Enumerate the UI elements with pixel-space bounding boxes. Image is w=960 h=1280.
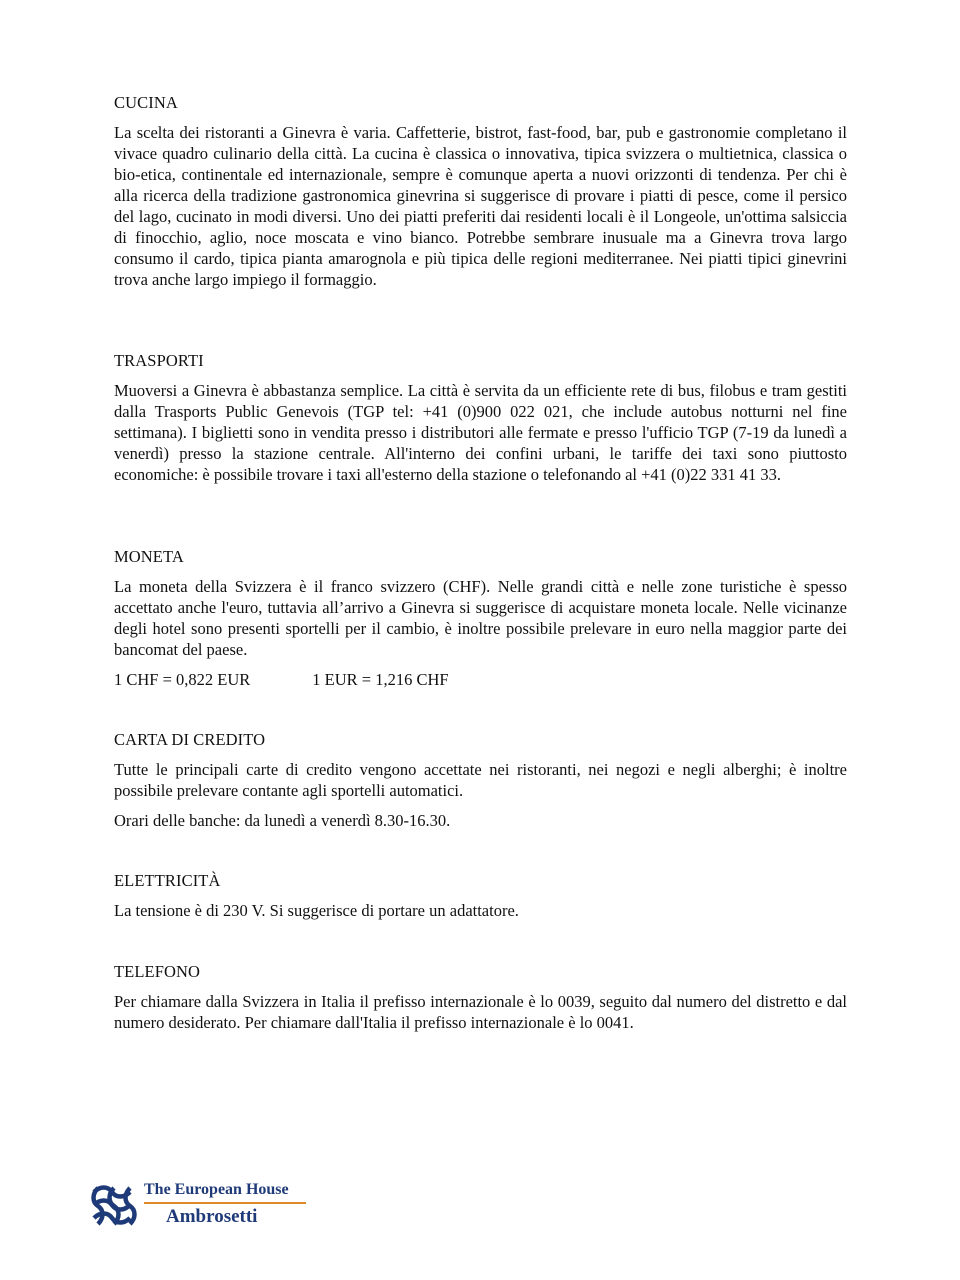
bank-hours: Orari delle banche: da lunedì a venerdì 8.30-16.30. bbox=[114, 811, 451, 830]
section-trasporti bbox=[114, 350, 847, 485]
section-carta-di-credito bbox=[114, 729, 847, 831]
section-moneta bbox=[114, 546, 847, 690]
rate-eur-chf: 1 EUR = 1,216 CHF bbox=[312, 670, 449, 689]
logo-wordmark bbox=[144, 1180, 320, 1228]
section-paragraph: La moneta della Svizzera è il franco svizzero (CHF). Nelle grandi città e nelle zone turistiche è spesso accettato anche l'euro, tuttavia all’arrivo a Ginevra si suggerisce di acquistare moneta locale. Nelle vicinanze degli hotel sono presenti sportelli per il cambio, è inoltre possibile prelevare in euro nella maggior parte dei bancomat del paese. bbox=[114, 577, 847, 659]
section-heading: CUCINA bbox=[114, 93, 178, 112]
section-heading: TRASPORTI bbox=[114, 351, 204, 370]
logo-line-1: The European House bbox=[144, 1181, 289, 1198]
logo-line-2: Ambrosetti bbox=[166, 1206, 258, 1227]
section-heading: TELEFONO bbox=[114, 962, 201, 981]
section-paragraph: Tutte le principali carte di credito vengono accettate nei ristoranti, nei negozi e negli alberghi; è inoltre possibile prelevare contante agli sportelli automatici. bbox=[114, 760, 847, 800]
section-heading: MONETA bbox=[114, 547, 184, 566]
section-paragraph: La tensione è di 230 V. Si suggerisce di portare un adattatore. bbox=[114, 901, 519, 920]
section-heading: CARTA DI CREDITO bbox=[114, 730, 266, 749]
section-cucina bbox=[114, 92, 847, 290]
section-paragraph: La scelta dei ristoranti a Ginevra è varia. Caffetterie, bistrot, fast-food, bar, pub e gastronomie completano il vivace quadro culinario della città. La cucina è classica o innovativa, tipica svizzera o multietnica, classica o bio-etica, continentale ed internazionale, sempre è comunque aperta a nuovi orizzonti di tendenza. Per chi è alla ricerca della tradizione gastronomica ginevrina si suggerisce di provare i piatti di pesce, come il persico del lago, cucinato in modi diversi. Uno dei piatti preferiti dai residenti locali è il Longeole, un'ottima salsiccia di finocchio, aglio, noce moscata e vino bianco. Potrebbe sembrare inusuale ma a Ginevra trova largo consumo il cardo, tipica pianta amarognola e più tipica delle regioni mediterranee. Nei piatti tipici ginevrini trova anche largo impiego il formaggio. bbox=[114, 123, 847, 289]
ambrosetti-logo-icon bbox=[90, 1184, 138, 1226]
section-paragraph: Muoversi a Ginevra è abbastanza semplice. La città è servita da un efficiente rete di bus, filobus e tram gestiti dalla Trasports Public Genevois (TGP tel: +41 (0)900 022 021, che include autobus notturni nel fine settimana). I biglietti sono in vendita presso i distributori alle fermate e presso l'ufficio TGP (7-19 da lunedì a venerdì) presso la stazione centrale. All'interno dei confini urbani, le tariffe dei taxi sono piuttosto economiche: è possibile trovare i taxi all'esterno della stazione o telefonando al +41 (0)22 331 41 33. bbox=[114, 381, 847, 484]
rate-chf-eur: 1 CHF = 0,822 EUR bbox=[114, 670, 251, 689]
section-heading: ELETTRICITÀ bbox=[114, 871, 221, 890]
exchange-rates bbox=[114, 669, 847, 690]
section-telefono bbox=[114, 961, 847, 1033]
footer-logo bbox=[90, 1180, 320, 1230]
section-paragraph: Per chiamare dalla Svizzera in Italia il prefisso internazionale è lo 0039, seguito dal numero del distretto e dal numero desiderato. Per chiamare dall'Italia il prefisso internazionale è lo 0041. bbox=[114, 992, 847, 1032]
section-elettricita bbox=[114, 870, 847, 921]
logo-divider bbox=[144, 1202, 306, 1204]
